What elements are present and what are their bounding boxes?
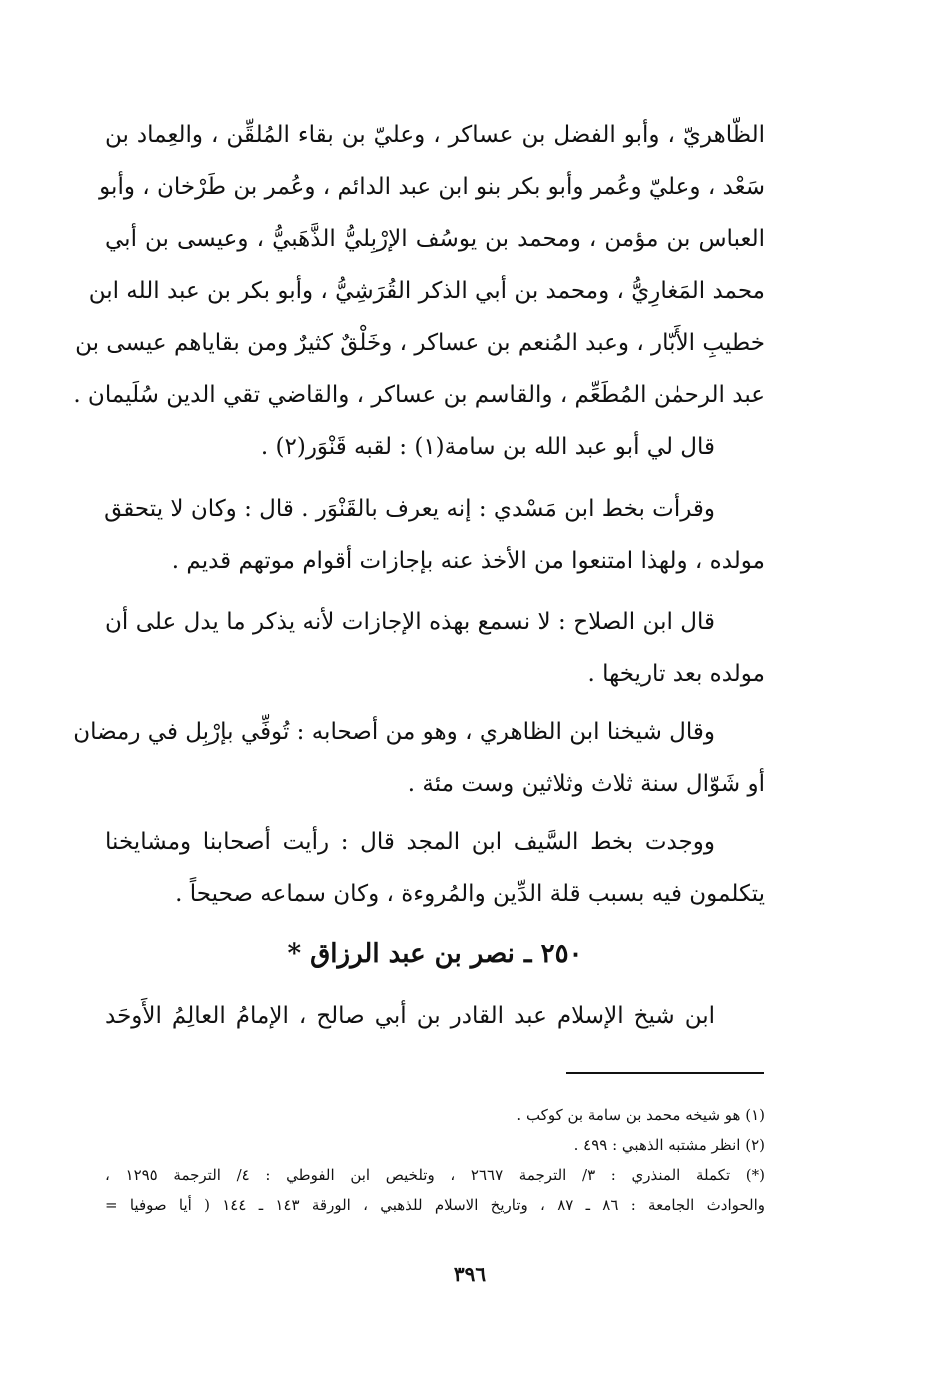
entry-heading: ٢٥٠ ـ نصر بن عبد الرزاق *: [287, 939, 583, 969]
footnotes: [105, 1100, 765, 1220]
footnote-2: (٢) انظر مشتبه الذهبي : ٤٩٩ .: [573, 1136, 765, 1154]
footnote-star-continued: والحوادث الجامعة : ٨٦ ـ ٨٧ ، وتاريخ الاسلام للذهبي ، الورقة ١٤٣ ـ ١٤٤ ( أيا صوفيا =: [105, 1196, 766, 1214]
footnote-1: (١) هو شيخه محمد بن سامة بن كوكب .: [516, 1106, 765, 1124]
text-line: قال لي أبو عبد الله بن سامة(١) : لقبه قَنْوَر(٢) .: [260, 434, 715, 460]
text-line: يتكلمون فيه بسبب قلة الدِّين والمُروءة ، وكان سماعه صحيحاً .: [175, 881, 765, 907]
text-line: مولده بعد تاريخها .: [587, 661, 765, 687]
text-line: الظّاهريّ ، وأبو الفضل بن عساكر ، وعليّ بن بقاء المُلقِّن ، والعِماد بن: [105, 122, 765, 148]
text-line: ووجدت بخط السَّيف ابن المجد قال : رأيت أصحابنا ومشايخنا: [105, 829, 715, 855]
text-line: أو شَوّال سنة ثلاث وثلاثين وست مئة .: [407, 771, 765, 797]
text-line: سَعْد ، وعليّ وعُمر وأبو بكر بنو ابن عبد الدائم ، وعُمر بن طَرْخان ، وأبو: [99, 174, 765, 200]
paragraph-criticism: [105, 816, 765, 920]
text-line: عبد الرحمٰن المُطَعِّم ، والقاسم بن عساكر ، والقاضي تقي الدين سُلَيمان .: [73, 382, 765, 408]
text-line: العباس بن مؤمن ، ومحمد بن يوسُف الإرْبِليُّ الذَّهَبيُّ ، وعيسى بن أبي: [105, 226, 765, 252]
text-line: مولده ، ولهذا امتنعوا من الأخذ عنه بإجازات أقوام موتهم قديم .: [171, 548, 765, 574]
page-number: ٣٩٦: [453, 1262, 487, 1286]
paragraph-nickname: [105, 421, 765, 473]
text-line: وقال شيخنا ابن الظاهري ، وهو من أصحابه : تُوفِّي بإرْبِل في رمضان: [73, 719, 715, 745]
paragraph-birth-uncertain: [105, 483, 765, 587]
paragraph-entry-start: [105, 990, 765, 1042]
footnote-star: (*) تكملة المنذري : ٣/ الترجمة ٢٦٦٧ ، وتلخيص ابن الفوطي : ٤/ الترجمة ١٢٩٥ ،: [105, 1166, 765, 1184]
text-line: محمد المَغارِيُّ ، ومحمد بن أبي الذكر القُرَشِيُّ ، وأبو بكر بن عبد الله ابن: [88, 278, 765, 304]
text-line: خطيبِ الأَبّار ، وعبد المُنعم بن عساكر ، وخَلْقٌ كثيرٌ ومن بقاياهم عيسى بن: [75, 330, 765, 356]
text-line: قال ابن الصلاح : لا نسمع بهذه الإجازات لأنه يذكر ما يدل على أن: [105, 609, 715, 635]
text-line: وقرأت بخط ابن مَسْدي : إنه يعرف بالقَنْوَر . قال : وكان لا يتحقق: [104, 496, 715, 522]
footnote-separator: [566, 1072, 764, 1074]
text-line: ابن شيخ الإسلام عبد القادر بن أبي صالح ، الإمامُ العالِمُ الأَوحَد: [105, 1003, 715, 1029]
paragraph-death: [73, 706, 765, 810]
paragraph-narrators: [73, 109, 765, 421]
paragraph-ibn-salah: [105, 596, 765, 700]
